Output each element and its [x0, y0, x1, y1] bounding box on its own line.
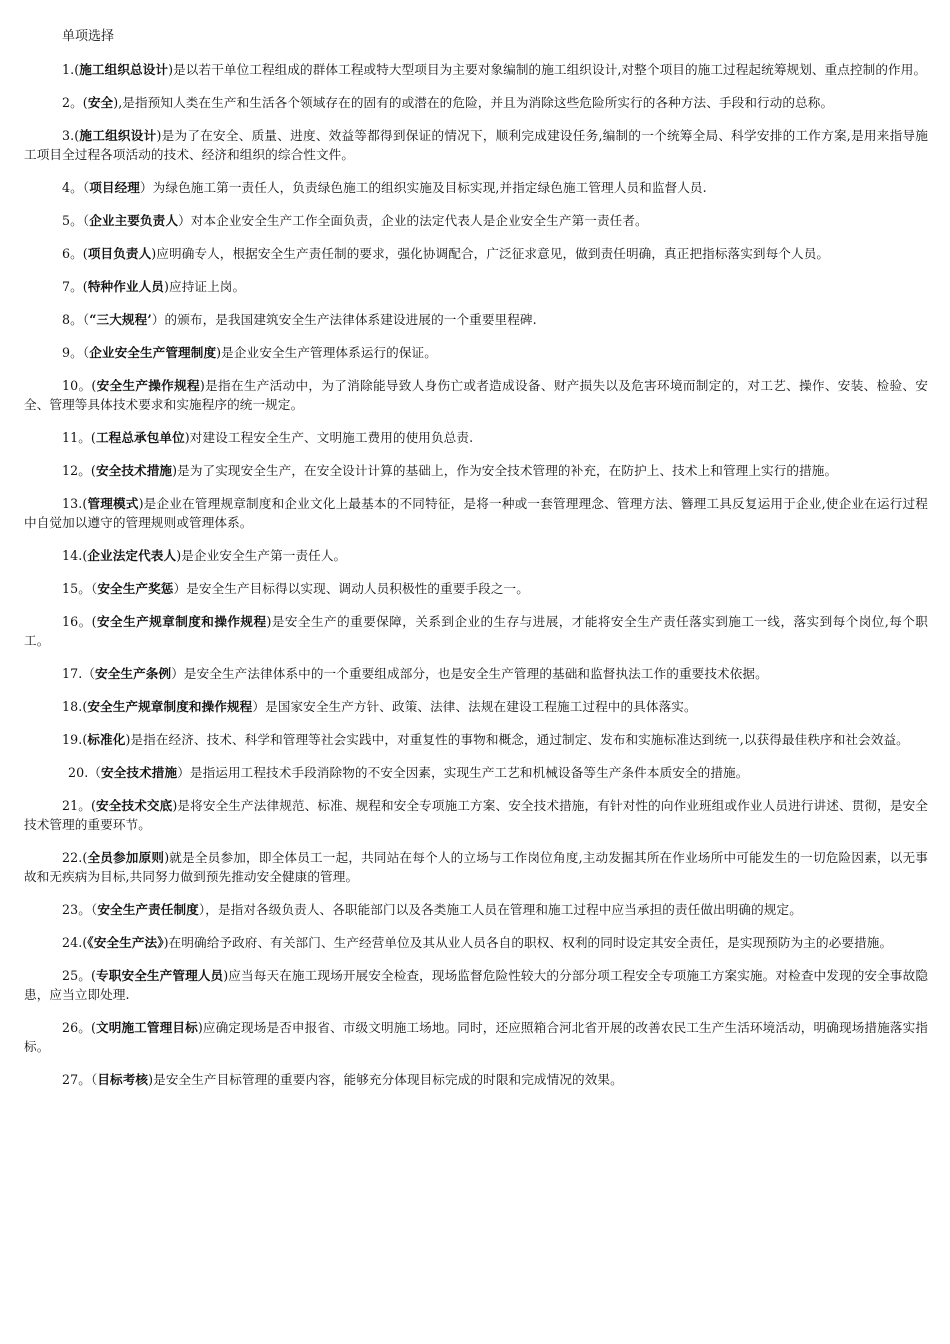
question-item: [24, 60, 928, 79]
answer-term: 《安全生产法》: [87, 935, 164, 950]
answer-term: 目标考核: [97, 1072, 149, 1087]
question-item: [24, 244, 928, 263]
question-text: )是企业在管理规章制度和企业文化上最基本的不同特征，是将一种或一套管理理念、管理方法、簪理工具反复运用于企业,使企业在运行过程中自觉加以遵守的管理规则或管理体系。: [24, 496, 929, 530]
question-item: [24, 494, 928, 532]
question-item: [24, 664, 928, 683]
question-text: ）的颁布，是我国建筑安全生产法律体系建设进展的一个重要里程碑.: [151, 312, 537, 327]
question-text: ）是安全生产目标得以实现、调动人员积极性的重要手段之一。: [173, 581, 529, 596]
question-item: [24, 1018, 928, 1056]
question-text: )是为了在安全、质量、进度、效益等都得到保证的情况下，顺利完成建设任务,编制的一个统筹全局、科学安排的工作方案,是用来指导施工项目全过程各项活动的技术、经济和组织的综合性文件。: [24, 128, 928, 162]
question-text: )是安全生产的重要保障，关系到企业的生存与进展，才能将安全生产责任落实到施工一线，落实到每个岗位,每个职工。: [24, 614, 928, 648]
question-prefix: 15。（: [62, 581, 98, 596]
question-prefix: 4。（: [62, 180, 90, 195]
answer-term: 安全生产规章制度和操作规程: [96, 614, 267, 629]
answer-term: 安全技术措施: [101, 765, 178, 780]
answer-term: 企业主要负责人: [89, 213, 179, 228]
question-text: ）对本企业安全生产工作全面负责，企业的法定代表人是企业安全生产第一责任者。: [178, 213, 648, 228]
question-prefix: 14.(: [62, 548, 88, 563]
question-text: )在明确给予政府、有关部门、生产经营单位及其从业人员各自的职权、权利的同时设定其安全责任，是实现预防为主的必要措施。: [163, 935, 893, 950]
section-heading: 单项选择: [62, 29, 115, 44]
answer-term: “三大规程’: [89, 312, 152, 327]
question-prefix: 8。（: [62, 312, 90, 327]
answer-term: 安全生产责任制度: [97, 902, 199, 917]
answer-term: 标准化: [87, 732, 126, 747]
question-text: ）是指运用工程技术手段消除物的不安全因素，实现生产工艺和机械设备等生产条件本质安全的措施。: [177, 765, 749, 780]
question-prefix: 12。(: [62, 463, 96, 478]
answer-term: 安全技术措施: [95, 463, 173, 478]
question-text: )是指在生产活动中，为了消除能导致人身伤亡或者造成设备、财产损失以及危害环境而制定的，对工艺、操作、安装、检验、安全、管理等具体技术要求和实施程序的统一规定。: [24, 378, 928, 412]
question-text: )应当每天在施工现场开展安全检查，现场监督危险性较大的分部分项工程安全专项施工方案实施。对检查中发现的安全事故隐患，应当立即处理.: [24, 968, 929, 1002]
answer-term: 管理模式: [87, 496, 139, 511]
question-item: [24, 277, 928, 296]
question-item: [24, 697, 928, 716]
question-text: )应持证上岗。: [164, 279, 246, 294]
question-prefix: 3.(: [62, 128, 80, 143]
question-prefix: 2。(: [62, 95, 88, 110]
question-prefix: 7。(: [62, 279, 88, 294]
question-item: [24, 428, 928, 447]
question-item: [24, 343, 928, 362]
question-prefix: 26。(: [62, 1020, 96, 1035]
question-item: [24, 178, 928, 197]
question-prefix: 16。(: [62, 614, 97, 629]
answer-term: 企业法定代表人: [87, 548, 177, 563]
answer-term: 项目经理: [89, 180, 140, 195]
answer-term: 特种作业人员: [87, 279, 164, 294]
question-item: [24, 310, 928, 329]
answer-term: 施工组织总设计: [79, 62, 169, 77]
question-text: ）是安全生产法律体系中的一个重要组成部分，也是安全生产管理的基础和监督执法工作的重要技术依据。: [171, 666, 768, 681]
answer-term: 安全生产奖惩: [97, 581, 174, 596]
answer-term: 项目负责人: [87, 246, 152, 261]
question-prefix: 19.(: [62, 732, 88, 747]
question-prefix: 21。(: [62, 798, 96, 813]
question-text: ）是国家安全生产方针、政策、法律、法规在建设工程施工过程中的具体落实。: [252, 699, 697, 714]
question-text: )是企业安全生产第一责任人。: [176, 548, 347, 563]
question-text: )是安全生产目标管理的重要内容，能够充分体现目标完成的时限和完成情况的效果。: [148, 1072, 623, 1087]
question-prefix: 18.(: [62, 699, 88, 714]
question-prefix: 27。（: [62, 1072, 98, 1087]
answer-term: 专职安全生产管理人员: [96, 968, 224, 983]
question-list: [24, 60, 928, 1089]
question-text: )就是全员参加，即全体员工一起，共同站在每个人的立场与工作岗位角度,主动发掘其所在作业场所中可能发生的一切危险因素，以无事故和无疾病为目标,共同努力做到预先推动安全健康的管理。: [24, 850, 928, 884]
question-prefix: 10。(: [62, 378, 97, 393]
question-item: [24, 579, 928, 598]
answer-term: 全员参加原则: [87, 850, 165, 865]
question-prefix: 1.(: [62, 62, 80, 77]
question-text: )是企业安全生产管理体系运行的保证。: [216, 345, 437, 360]
question-text: )是为了实现安全生产，在安全设计计算的基础上，作为安全技术管理的补充，在防护上、技术上和管理上实行的措施。: [172, 463, 838, 478]
question-item: [24, 796, 928, 834]
question-text: )是以若干单位工程组成的群体工程或特大型项目为主要对象编制的施工组织设计,对整个项目的施工过程起统筹规划、重点控制的作用。: [168, 62, 927, 77]
question-item: [24, 900, 928, 919]
question-prefix: 25。(: [62, 968, 96, 983]
answer-term: 企业安全生产管理制度: [89, 345, 217, 360]
question-prefix: 17.（: [62, 666, 96, 681]
question-prefix: 11。(: [62, 430, 96, 445]
answer-term: 安全: [87, 95, 114, 110]
question-text: ），是指对各级负责人、各职能部门以及各类施工人员在管理和施工过程中应当承担的责任做出明确的规定。: [198, 902, 802, 917]
question-item: [24, 730, 928, 749]
question-prefix: 9。（: [62, 345, 90, 360]
answer-term: 安全生产操作规程: [96, 378, 200, 393]
question-item: [24, 933, 928, 952]
question-item: [24, 93, 928, 112]
question-item: [24, 763, 928, 782]
question-text: ),是指预知人类在生产和生活各个领域存在的固有的或潜在的危险，并且为消除这些危险所实行的各种方法、手段和行动的总称。: [113, 95, 834, 110]
question-prefix: 23。（: [62, 902, 98, 917]
answer-term: 安全技术交底: [96, 798, 173, 813]
question-prefix: 22.(: [62, 850, 88, 865]
question-item: [24, 461, 928, 480]
question-text: )应明确专人，根据安全生产责任制的要求，强化协调配合，广泛征求意见，做到责任明确，真正把指标落实到每个人员。: [151, 246, 830, 261]
question-prefix: 6。(: [62, 246, 88, 261]
question-text: )应确定现场是否申报省、市级文明施工场地。同时，还应照箱合河北省开展的改善农民工生产生活环境活动，明确现场措施落实指标。: [24, 1020, 928, 1054]
answer-term: 安全生产规章制度和操作规程: [87, 699, 253, 714]
question-item: [24, 966, 928, 1004]
answer-term: 安全生产条例: [95, 666, 172, 681]
question-text: )是将安全生产法律规范、标准、规程和安全专项施工方案、安全技术措施，有针对性的向作业班组或作业人员进行讲述、贯彻，是安全技术管理的重要环节。: [24, 798, 929, 832]
question-item: [24, 612, 928, 650]
question-text: ）为绿色施工第一责任人，负责绿色施工的组织实施及目标实现,并指定绿色施工管理人员和监督人员.: [139, 180, 707, 195]
answer-term: 施工组织设计: [79, 128, 157, 143]
answer-term: 文明施工管理目标: [96, 1020, 198, 1035]
answer-term: 工程总承包单位: [95, 430, 185, 445]
question-item: [24, 126, 928, 164]
question-item: [24, 546, 928, 565]
question-text: )是指在经济、技术、科学和管理等社会实践中，对重复性的事物和概念，通过制定、发布和实施标准达到统一,以获得最佳秩序和社会效益。: [125, 732, 909, 747]
question-prefix: 24.(: [62, 935, 88, 950]
question-item: [24, 376, 928, 414]
question-text: )对建设工程安全生产、文明施工费用的使用负总责.: [184, 430, 474, 445]
question-item: [24, 848, 928, 886]
question-prefix: 20.（: [68, 765, 102, 780]
question-item: [24, 1070, 928, 1089]
question-prefix: 5。（: [62, 213, 90, 228]
question-item: [24, 211, 928, 230]
question-prefix: 13.(: [62, 496, 88, 511]
